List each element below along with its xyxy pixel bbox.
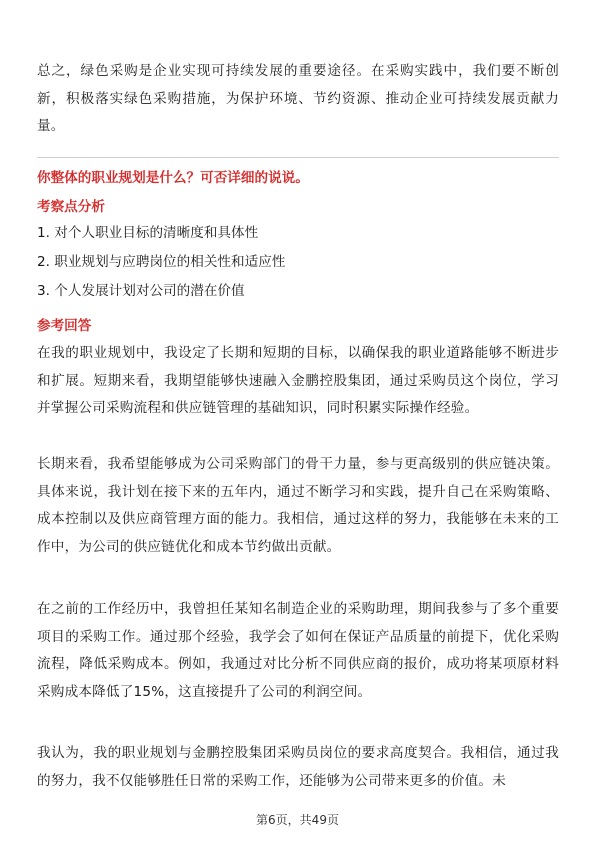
intro-paragraph-block bbox=[37, 58, 559, 141]
answer-paragraph-1-block bbox=[37, 340, 559, 423]
analysis-point: 2. 职业规划与应聘岗位的相关性和适应性 bbox=[37, 254, 286, 270]
section-divider bbox=[37, 157, 559, 158]
answer-paragraph: 在之前的工作经历中，我曾担任某知名制造企业的采购助理，期间我参与了多个重要项目的采购工作。通过那个经验，我学会了如何在保证产品质量的前提下，优化采购流程，降低采购成本。例如，我通过对比分析不同供应商的报价，成功将某项原材料采购成本降低了15%，这直接提升了公司的利润空间。 bbox=[37, 601, 559, 700]
answer-paragraph: 在我的职业规划中，我设定了长期和短期的目标，以确保我的职业道路能够不断进步和扩展。短期来看，我期望能够快速融入金鹏控股集团，通过采购员这个岗位，学习并掌握公司采购流程和供应链管理的基础知识，同时积累实际操作经验。 bbox=[37, 345, 559, 417]
answer-paragraph-4-block bbox=[37, 740, 559, 795]
analysis-point: 3. 个人发展计划对公司的潜在价值 bbox=[37, 283, 245, 299]
answer-paragraph: 我认为，我的职业规划与金鹏控股集团采购员岗位的要求高度契合。我相信，通过我的努力，我不仅能够胜任日常的采购工作，还能够为公司带来更多的价值。未 bbox=[37, 745, 559, 789]
answer-paragraph-2-block bbox=[37, 451, 559, 561]
answer-paragraph: 长期来看，我希望能够成为公司采购部门的骨干力量，参与更高级别的供应链决策。具体来说，我计划在接下来的五年内，通过不断学习和实践，提升自己在采购策略、成本控制以及供应商管理方面的能力。我相信，通过这样的努力，我能够在未来的工作中，为公司的供应链优化和成本节约做出贡献。 bbox=[37, 456, 559, 555]
question-heading: 你整体的职业规划是什么？可否详细的说说。 bbox=[37, 170, 309, 186]
analysis-point-1 bbox=[37, 222, 559, 244]
page-number: 第6页，共49页 bbox=[256, 813, 339, 827]
analysis-title: 考察点分析 bbox=[37, 199, 105, 215]
analysis-point: 1. 对个人职业目标的清晰度和具体性 bbox=[37, 225, 259, 241]
analysis-point-2 bbox=[37, 251, 559, 273]
analysis-section bbox=[37, 196, 559, 218]
intro-paragraph: 总之，绿色采购是企业实现可持续发展的重要途径。在采购实践中，我们要不断创新，积极落实绿色采购措施，为保护环境、节约资源、推动企业可持续发展贡献力量。 bbox=[37, 63, 559, 135]
answer-paragraph-3-block bbox=[37, 596, 559, 706]
answer-section bbox=[37, 315, 559, 337]
question-block bbox=[37, 167, 559, 189]
page-footer bbox=[0, 811, 595, 828]
analysis-point-3 bbox=[37, 280, 559, 302]
answer-title: 参考回答 bbox=[37, 318, 92, 334]
